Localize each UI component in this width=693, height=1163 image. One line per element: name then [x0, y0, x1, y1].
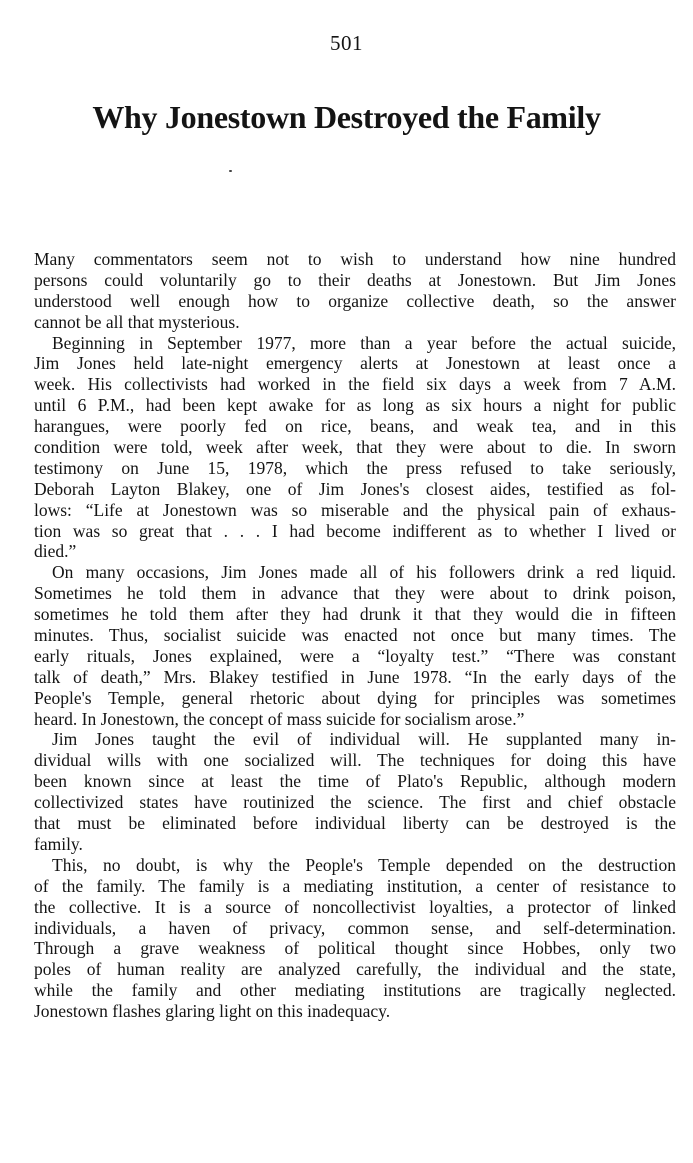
body-text [34, 249, 676, 1022]
text-line: while the family and other mediating institutions are tragically neglected. [34, 980, 676, 1001]
text-line: early rituals, Jones explained, were a “loyalty test.” “There was constant [34, 645, 676, 666]
text-line: People's Temple, general rhetoric about dying for principles was sometimes [34, 687, 676, 708]
paragraph [34, 562, 676, 729]
text-line: died.” [34, 541, 77, 562]
text-line: sometimes he told them after they had drunk it that they would die in fifteen [34, 604, 676, 625]
text-line: condition were told, week after week, that they were about to die. In sworn [34, 437, 676, 458]
paragraph [34, 855, 676, 1022]
text-line: lows: “Life at Jonestown was so miserable and the physical pain of exhaus- [34, 499, 676, 520]
text-line: Sometimes he told them in advance that they were about to drink poison, [34, 583, 676, 604]
text-line: Jim Jones taught the evil of individual will. He supplanted many in- [52, 729, 676, 750]
text-line: Deborah Layton Blakey, one of Jim Jones's closest aides, testified as fol- [34, 478, 676, 499]
text-line: until 6 P.M., had been kept awake for as long as six hours a night for public [34, 395, 676, 416]
text-line: heard. In Jonestown, the concept of mass suicide for socialism arose.” [34, 708, 525, 729]
text-line: testimony on June 15, 1978, which the press refused to take seriously, [34, 457, 676, 478]
text-line: collectivized states have routinized the science. The first and chief obstacle [34, 792, 676, 813]
paragraph [34, 729, 676, 854]
text-line: This, no doubt, is why the People's Temple depended on the destruction [52, 854, 676, 875]
text-line: Jonestown flashes glaring light on this inadequacy. [34, 1001, 391, 1022]
chapter-title: Why Jonestown Destroyed the Family [92, 99, 601, 135]
text-line: Through a grave weakness of political thought since Hobbes, only two [34, 938, 676, 959]
text-line: Beginning in September 1977, more than a year before the actual suicide, [52, 332, 676, 353]
text-line: been known since at least the time of Plato's Republic, although modern [34, 771, 676, 792]
print-speck [229, 170, 232, 172]
text-line: week. His collectivists had worked in the field six days a week from 7 A.M. [34, 374, 676, 395]
text-line: tion was so great that . . . I had become indifferent as to whether I lived or [34, 520, 676, 541]
text-line: Jim Jones held late-night emergency alerts at Jonestown at least once a [34, 353, 676, 374]
page-number: 501 [330, 31, 363, 55]
text-line: poles of human reality are analyzed carefully, the individual and the state, [34, 959, 676, 980]
text-line: of the family. The family is a mediating institution, a center of resistance to [34, 875, 676, 896]
text-line: cannot be all that mysterious. [34, 311, 240, 332]
text-line: the collective. It is a source of noncollectivist loyalties, a protector of linked [34, 896, 676, 917]
text-line: individuals, a haven of privacy, common sense, and self-determination. [34, 917, 676, 938]
paragraph [34, 249, 676, 333]
text-line: dividual wills with one socialized will. The techniques for doing this have [34, 750, 676, 771]
text-line: On many occasions, Jim Jones made all of his followers drink a red liquid. [52, 562, 676, 583]
text-line: persons could voluntarily go to their deaths at Jonestown. But Jim Jones [34, 269, 676, 290]
text-line: talk of death,” Mrs. Blakey testified in June 1978. “In the early days of the [34, 666, 676, 687]
text-line: minutes. Thus, socialist suicide was enacted not once but many times. The [34, 625, 676, 646]
text-line: Many commentators seem not to wish to understand how nine hundred [34, 249, 676, 269]
text-line: family. [34, 833, 83, 854]
text-line: that must be eliminated before individual liberty can be destroyed is the [34, 813, 676, 834]
text-line: understood well enough how to organize collective death, so the answer [34, 290, 676, 311]
text-line: harangues, were poorly fed on rice, beans, and weak tea, and in this [34, 416, 676, 437]
paragraph [34, 333, 676, 563]
